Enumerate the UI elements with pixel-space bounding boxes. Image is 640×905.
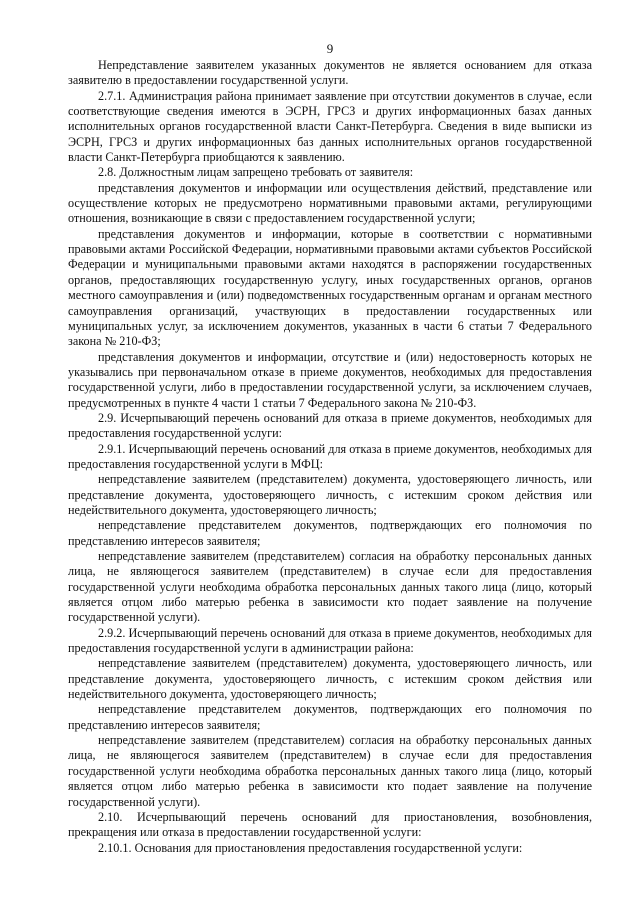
paragraph-2-9-1-item-3: непредставление заявителем (представителем) согласия на обработку персональных данных лица, не являющегося заявителем (представителем) в случае если для предоставления государственной услуги необходима обработка персональных данных такого лица (лицо, который является отцом либо матерью ребенка в зависимости кто подает заявление на получение государственной услуги). — [68, 549, 592, 625]
paragraph-2-9-1-item-2: непредставление представителем документов, подтверждающих его полномочия по представлению интересов заявителя; — [68, 518, 592, 548]
paragraph-2-9-2: 2.9.2. Исчерпывающий перечень оснований для отказа в приеме документов, необходимых для предоставления государственной услуги в администрации района: — [68, 625, 592, 656]
paragraph-2-9-1-item-1: непредставление заявителем (представителем) документа, удостоверяющего личность, или представление документа, удостоверяющего личность, с истекшим сроком действия или недействительного документа, удостоверяющего личность; — [68, 472, 592, 517]
paragraph-2-9-2-item-2: непредставление представителем документов, подтверждающих его полномочия по представлению интересов заявителя; — [68, 702, 592, 732]
page-number: 9 — [326, 41, 334, 56]
paragraph-2-9-1: 2.9.1. Исчерпывающий перечень оснований для отказа в приеме документов, необходимых для предоставления государственной услуги в МФЦ: — [68, 441, 592, 471]
paragraph-2-8-item-1: представления документов и информации или осуществления действий, представление или осуществление которых не предусмотрено нормативными правовыми актами, регулирующими отношения, возникающие в связи с предоставлением государственной услуги; — [68, 180, 592, 226]
paragraph-nonsubmission: Непредставление заявителем указанных документов не является основанием для отказа заявителю в предоставлении государственной услуги. — [68, 58, 592, 88]
paragraph-2-8: 2.8. Должностным лицам запрещено требовать от заявителя: — [98, 165, 414, 180]
paragraph-2-10: 2.10. Исчерпывающий перечень оснований для приостановления, возобновления, прекращения или отказа в предоставлении государственной услуги: — [68, 809, 592, 840]
paragraph-2-10-1: 2.10.1. Основания для приостановления предоставления государственной услуги: — [98, 840, 523, 855]
paragraph-2-8-item-2: представления документов и информации, которые в соответствии с нормативными правовыми актами Российской Федерации, нормативными правовыми актами субъектов Российской Федерации и муниципальными правовыми актами находятся в распоряжении государственных органов, предоставляющих государственную услугу, иных государственных органов, органов местного самоуправления и (или) подведомственных государственным органам и органам местного самоуправления организаций, участвующих в предоставлении государственных или муниципальных услуг, за исключением документов, указанных в части 6 статьи 7 Федерального закона № 210-ФЗ; — [68, 226, 592, 349]
paragraph-2-9: 2.9. Исчерпывающий перечень оснований для отказа в приеме документов, необходимых для предоставления государственной услуги: — [68, 410, 592, 441]
paragraph-2-9-2-item-1: непредставление заявителем (представителем) документа, удостоверяющего личность, или представление документа, удостоверяющего личность, с истекшим сроком действия или недействительного документа, удостоверяющего личность; — [68, 656, 592, 702]
paragraph-2-7-1: 2.7.1. Администрация района принимает заявление при отсутствии документов в случае, если соответствующие сведения имеются в ЭСРН, ГРСЗ и других информационных базах данных исполнительных органов государственной власти Санкт-Петербурга. Сведения в виде выписки из ЭСРН, ГРСЗ и других информационных баз данных исполнительных органов государственной власти Санкт-Петербурга приобщаются к заявлению. — [68, 88, 592, 165]
paragraph-2-9-2-item-3: непредставление заявителем (представителем) согласия на обработку персональных данных лица, не являющегося заявителем (представителем) в случае если для предоставления государственной услуги необходима обработка персональных данных такого лица (лицо, который является отцом либо матерью ребенка в зависимости кто подает заявление на получение государственной услуги). — [68, 733, 592, 809]
document-body — [68, 58, 592, 856]
paragraph-2-8-item-3: представления документов и информации, отсутствие и (или) недостоверность которых не указывались при первоначальном отказе в приеме документов, необходимых для предоставления государственной услуги, либо в предоставлении государственной услуги, за исключением случаев, предусмотренных в пункте 4 части 1 статьи 7 Федерального закона № 210-ФЗ. — [68, 349, 592, 410]
